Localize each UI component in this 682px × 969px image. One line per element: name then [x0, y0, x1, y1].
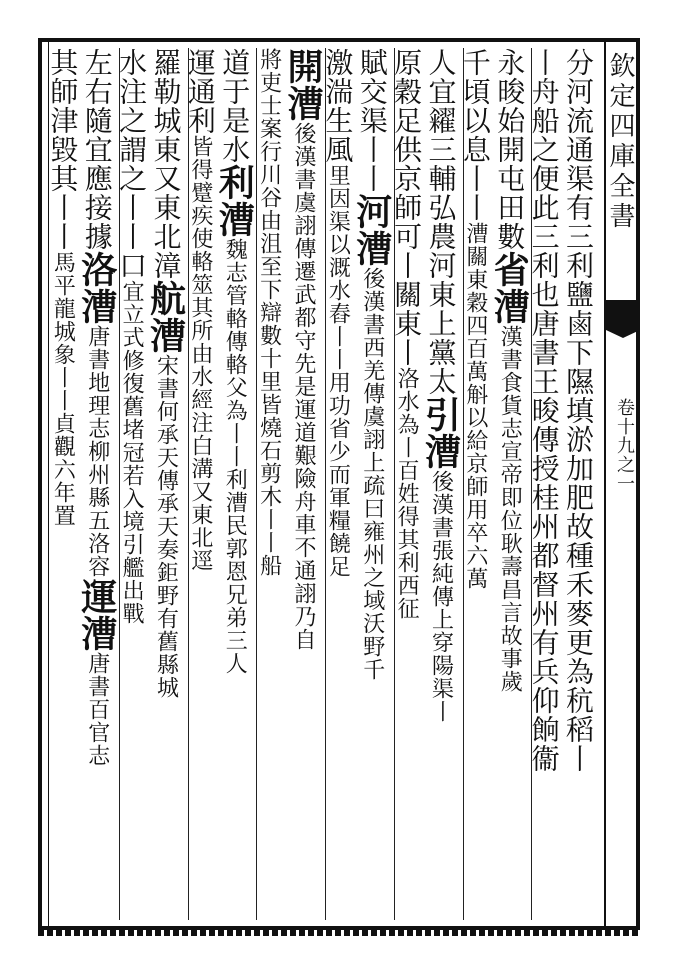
- column-text: 宜立式修復舊堵冠若入境引艦出戰: [119, 280, 145, 625]
- text-column: [527, 48, 563, 920]
- entry-heading: 洛漕: [75, 251, 118, 325]
- column-text: 道于是水: [218, 48, 252, 164]
- column-text: 魏志管輅傳輅父為丨丨利漕民郭恩兄弟三人: [222, 238, 248, 675]
- column-rule: [188, 48, 189, 920]
- column-text: 唐書百官志: [84, 652, 110, 767]
- entry-heading: 開漕: [282, 48, 324, 122]
- text-column: [115, 48, 151, 920]
- column-rule: [325, 48, 326, 920]
- column-text: 千頃以息丨丨: [458, 48, 492, 222]
- text-column: [419, 48, 462, 920]
- text-column: [144, 48, 187, 920]
- column-text: 將吏士案行川谷由沮至下辯數十里皆燒石剪木丨丨船: [256, 48, 282, 577]
- column-text: 激湍生風: [321, 48, 355, 164]
- entry-heading: 運漕: [75, 578, 118, 652]
- column-text: 其師津毀其丨丨: [46, 48, 80, 251]
- column-text: 賦交渠丨丨: [355, 48, 389, 193]
- book-title: 欽定四庫全書: [605, 52, 635, 232]
- column-text: 人宜糴三輔弘農河東上黨太: [424, 48, 458, 396]
- column-text: 水注之謂之丨丨口: [115, 48, 149, 280]
- column-text: 皆得躄疾使輅筮其所由水經注白溝又東北逕: [187, 135, 213, 572]
- column-text: 分河流通渠有三利鹽鹵下隰填淤加肥故種禾麥更為秔稻丨: [562, 48, 595, 773]
- text-column: [321, 48, 357, 920]
- fishtail-mark-icon: [606, 300, 640, 330]
- column-text: 羅勒城東又東北漳: [149, 48, 183, 280]
- text-column: [390, 48, 426, 920]
- column-text: 宋書何承天傳承天奏鉅野有舊縣城: [153, 354, 179, 699]
- column-text: 馬平龍城象丨丨: [50, 251, 76, 412]
- text-column: [458, 48, 495, 920]
- text-column: [562, 48, 598, 920]
- column-text: 洛水為丨百姓得其利西征: [394, 367, 420, 620]
- text-column: [46, 48, 82, 920]
- column-text: 後漢書西羌傳虞詡上疏曰雍州之域沃野千: [359, 267, 385, 681]
- column-text: 後漢書虞詡傳遷武都守先是運道艱險舟車不通詡乃自: [291, 122, 316, 651]
- entry-heading: 省漕: [488, 251, 531, 325]
- column-rule: [256, 48, 257, 920]
- entry-heading: 利漕: [213, 164, 256, 238]
- column-rule: [394, 48, 395, 920]
- column-text: 貞觀六年置: [50, 412, 76, 527]
- text-column: [258, 48, 288, 920]
- text-column: [350, 48, 393, 920]
- column-text: 丨舟船之便此三利也唐書王晙傳授桂州都督州有兵仰餉衞: [527, 48, 561, 773]
- entry-heading: 河漕: [350, 193, 393, 267]
- column-text: 永晙始開屯田數: [493, 48, 527, 251]
- volume-label: 卷十九之一: [614, 398, 635, 493]
- text-column: [75, 48, 118, 920]
- text-column: [488, 48, 531, 920]
- column-text: 唐書地理志柳州縣五洛容: [84, 325, 110, 578]
- text-column: [213, 48, 256, 920]
- entry-heading: 引漕: [419, 396, 462, 470]
- column-text: 運通利: [183, 48, 217, 135]
- column-rule: [531, 48, 532, 920]
- column-text: 漕關東穀四百萬斛以給京師用卒六萬: [462, 222, 488, 590]
- column-text: 原穀足供京師可丨關東丨: [390, 48, 424, 367]
- column-text: 後漢書張純傳上穿陽渠丨: [428, 470, 454, 723]
- entry-heading: 航漕: [144, 280, 187, 354]
- column-rule: [463, 48, 464, 920]
- column-rule: [119, 48, 120, 920]
- bottom-edge: [38, 930, 640, 936]
- column-text: 左右隨宜應接據: [80, 48, 114, 251]
- column-text: 里因渠以溉水舂丨丨用功省少而軍糧饒足: [325, 164, 351, 578]
- text-column: [282, 48, 324, 920]
- column-text: 漢書食貨志宣帝即位耿壽昌言故事歲: [497, 325, 523, 693]
- text-column: [183, 48, 220, 920]
